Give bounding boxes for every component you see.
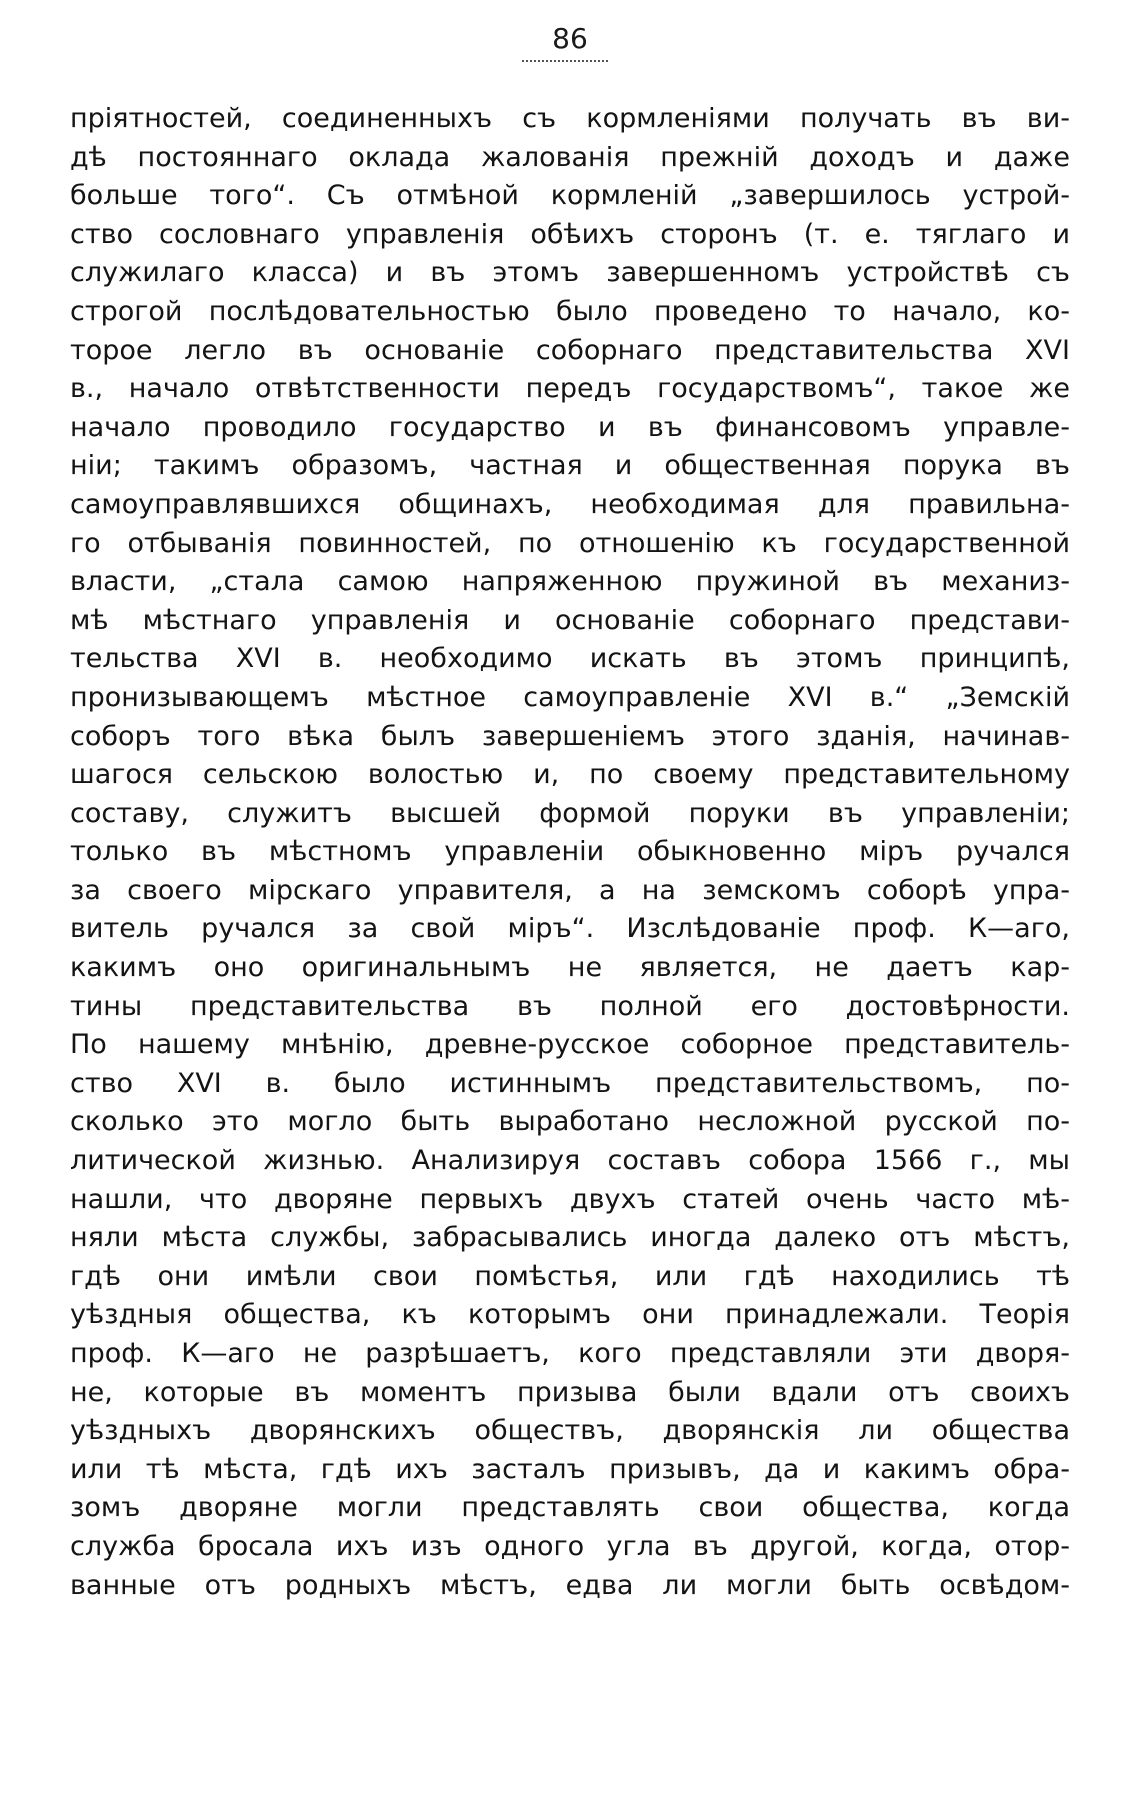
text-line: строгой послѣдовательностью было проведено то начало, ко- [70,295,1070,327]
text-line: или тѣ мѣста, гдѣ ихъ засталъ призывъ, да и какимъ обра- [70,1453,1070,1485]
text-line: уѣздныхъ дворянскихъ обществъ, дворянскія ли общества [70,1415,1070,1447]
text-line: составу, служитъ высшей формой поруки въ управленіи; [70,797,1070,829]
text-line: ніи; такимъ образомъ, частная и общественная порука въ [70,450,1070,482]
text-line: больше того“. Съ отмѣной кормленій „завершилось устрой- [70,180,1070,212]
text-line: сколько это могло быть выработано несложной русской по- [70,1106,1070,1138]
text-line: го отбыванія повинностей, по отношенію къ государственной [70,527,1070,559]
text-line: гдѣ они имѣли свои помѣстья, или гдѣ находились тѣ [70,1260,1070,1292]
text-line: По нашему мнѣнію, древне-русское соборное представитель- [70,1029,1070,1061]
text-line: за своего мірскаго управителя, а на земскомъ соборѣ упра- [70,874,1070,906]
text-line: какимъ оно оригинальнымъ не является, не даетъ кар- [70,952,1070,984]
text-line: шагося сельскою волостью и, по своему представительному [70,759,1070,791]
text-line: ванные отъ родныхъ мѣстъ, едва ли могли быть освѣдом- [70,1569,1070,1601]
text-line: витель ручался за свой міръ“. Изслѣдованіе проф. К—аго, [70,913,1070,945]
text-line: пріятностей, соединенныхъ съ кормленіями получать въ ви- [70,103,1070,134]
text-line: служба бросала ихъ изъ одного угла въ другой, когда, отор- [70,1530,1070,1562]
text-line: зомъ дворяне могли представлять свои общества, когда [70,1492,1070,1524]
text-line: в., начало отвѣтственности передъ государствомъ“, такое же [70,373,1070,405]
text-line: дѣ постояннаго оклада жалованія прежній доходъ и даже [70,141,1070,173]
text-line: начало проводило государство и въ финансовомъ управле- [70,411,1070,443]
page-number: 86 [552,22,588,55]
text-line: соборъ того вѣка былъ завершеніемъ этого зданія, начинав- [70,720,1070,752]
text-line: самоуправлявшихся общинахъ, необходимая для правильна- [70,488,1070,520]
text-line: мѣ мѣстнаго управленія и основаніе соборнаго представи- [70,604,1070,636]
text-line: няли мѣста службы, забрасывались иногда далеко отъ мѣстъ, [70,1222,1070,1254]
text-line: уѣздныя общества, къ которымъ они принадлежали. Теорія [70,1299,1070,1331]
text-line: не, которые въ моментъ призыва были вдали отъ своихъ [70,1376,1070,1408]
text-line: торое легло въ основаніе соборнаго представительства XVI [70,334,1070,366]
text-line: власти, „стала самою напряженною пружиной въ механиз- [70,566,1070,598]
text-line: ство XVI в. было истиннымъ представительствомъ, по- [70,1067,1070,1099]
body-text [70,100,1070,1605]
text-line: пронизывающемъ мѣстное самоуправленіе XVI в.“ „Земскій [70,681,1070,713]
text-line: тельства XVI в. необходимо искать въ этомъ принципѣ, [70,643,1070,675]
page-number-underline [522,60,608,62]
text-line: проф. К—аго не разрѣшаетъ, кого представляли эти дворя- [70,1338,1070,1369]
text-line: тины представительства въ полной его достовѣрности. [70,990,1070,1022]
text-line: только въ мѣстномъ управленіи обыкновенно міръ ручался [70,836,1070,868]
text-line: литической жизнью. Анализируя составъ собора 1566 г., мы [70,1145,1070,1177]
text-line: ство сословнаго управленія обѣихъ сторонъ (т. е. тяглаго и [70,218,1070,250]
text-line: нашли, что дворяне первыхъ двухъ статей очень часто мѣ- [70,1183,1070,1215]
text-line: служилаго класса) и въ этомъ завершенномъ устройствѣ съ [70,257,1070,289]
